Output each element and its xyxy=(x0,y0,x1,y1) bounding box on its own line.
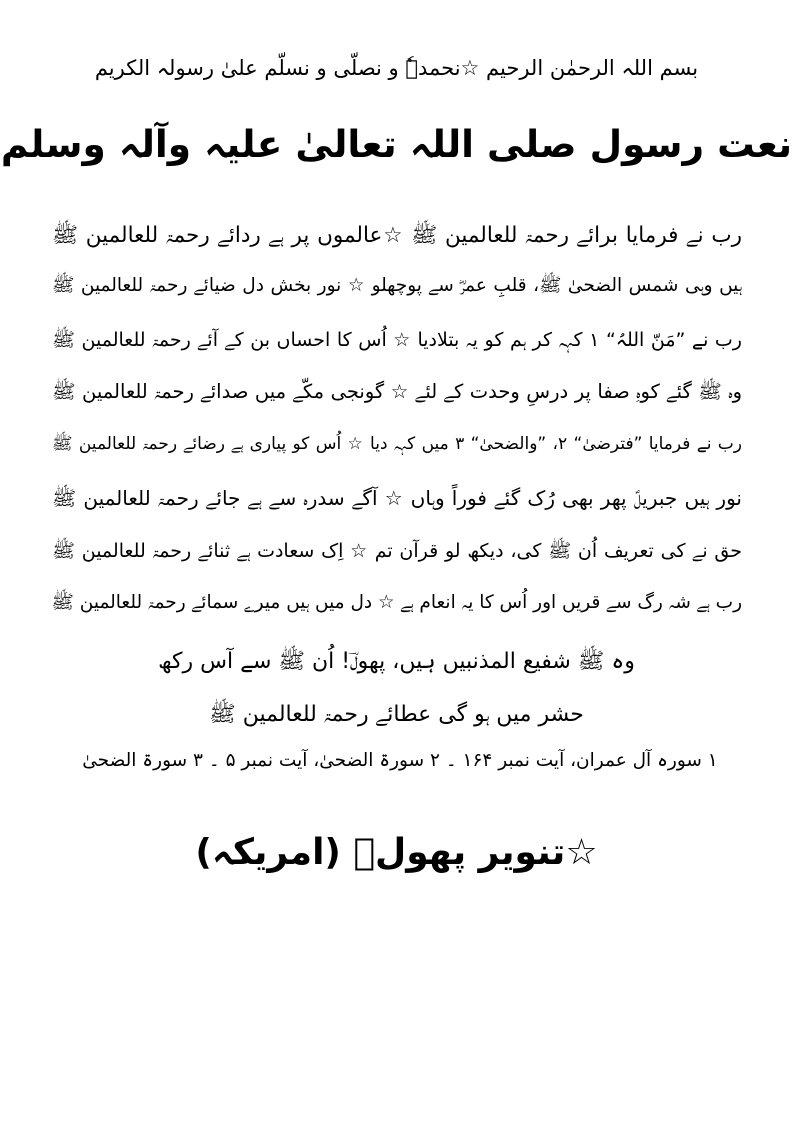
verse-line: رب ہے شہ رگ سے قریں اور اُس کا یہ انعام ہے ☆ دل میں ہیں میرے سمائے رحمۃ للعالمین ﷺ xyxy=(51,592,742,613)
verse-line: رب نے فرمایا برائے رحمۃ للعالمین ﷺ ☆عالموں پر ہے ردائے رحمۃ للعالمین ﷺ xyxy=(52,223,742,248)
verse-line: رب نے فرمایا ”فترضیٰ“ ۲، ”والضحیٰ“ ۳ میں کہہ دیا ☆ اُس کو پیاری ہے رضائے رحمۃ للعالمین ﷺ xyxy=(52,434,742,454)
verse-line: حق نے کی تعریف اُن ﷺ کی، دیکھ لو قرآن تم ☆ اِک سعادت ہے ثنائے رحمۃ للعالمین ﷺ xyxy=(52,540,742,562)
closing-line: وہ ﷺ شفیع المذنبیں ہیں، پھولؔ! اُن ﷺ سے آس رکھ xyxy=(158,649,635,674)
closing-line: حشر میں ہو گی عطائے رحمۃ للعالمین ﷺ xyxy=(209,702,584,727)
verse-line: وہ ﷺ گئے کوہِ صفا پر درسِ وحدت کے لئے ☆ گونجی مکّے میں صدائے رحمۃ للعالمین ﷺ xyxy=(52,380,742,403)
footnote-references: ۱ سورہ آل عمران، آیت نمبر ۱۶۴ ۔ ۲ سورۃ الضحیٰ، آیت نمبر ۵ ۔ ۳ سورۃ الضحیٰ xyxy=(82,750,718,771)
verse-line: رب نے ”مَنّ اللہُ“ ۱ کہہ کر ہم کو یہ بتلادیا ☆ اُس کا احساں بن کے آئے رحمۃ للعالمین ﷺ xyxy=(52,329,742,351)
bismillah-header: بسم اللہ الرحمٰن الرحیم ☆نحمدہٗ و نصلّی و نسلّم علیٰ رسولہ الکریم xyxy=(94,56,699,80)
author-signature: ☆تنویر پھولؔ (امریکہ) xyxy=(195,832,598,873)
verse-line: ہیں وہی شمس الضحیٰ ﷺ، قلبِ عمرؓ سے پوچھلو ☆ نور بخش دل ضیائے رحمۃ للعالمین ﷺ xyxy=(52,275,742,296)
verse-line: نور ہیں جبریلؑ پھر بھی رُک گئے فوراً وہاں ☆ آگے سدرہ سے ہے جائے رحمۃ للعالمین ﷺ xyxy=(52,486,742,510)
poem-title: نعت رسول صلی اللہ تعالیٰ علیہ وآلہ وسلم xyxy=(0,122,793,166)
